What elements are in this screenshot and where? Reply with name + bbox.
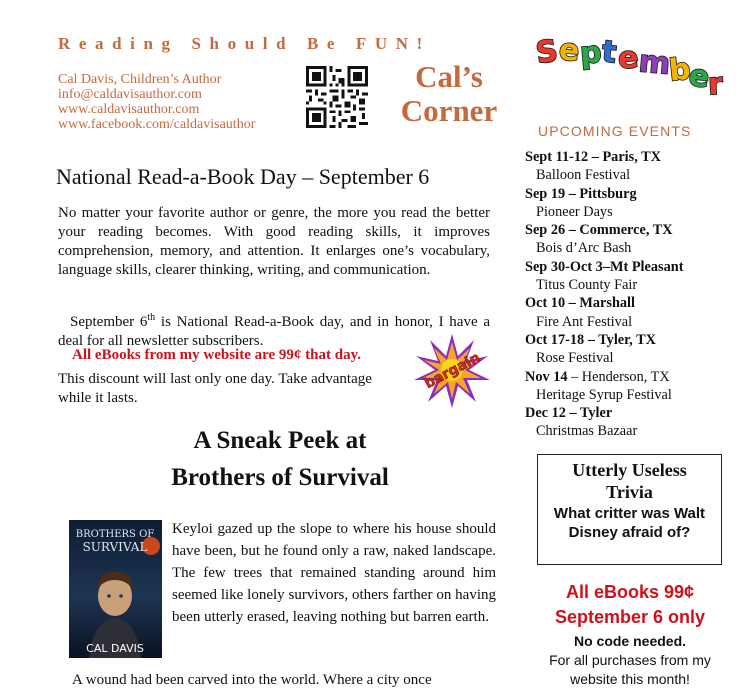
svg-text:b: b <box>667 51 693 89</box>
event-name: Bois d’Arc Bash <box>536 240 632 257</box>
bargain-badge-label: bargain <box>421 349 483 393</box>
svg-text:e: e <box>616 40 640 77</box>
event-separator: – <box>567 368 582 385</box>
author-contact-block <box>58 72 255 132</box>
bargain-starburst-icon <box>410 332 494 408</box>
event-separator: – <box>565 295 580 312</box>
svg-text:S: S <box>533 33 561 72</box>
event-item <box>525 404 745 441</box>
event-date-place <box>525 258 745 276</box>
svg-text:m: m <box>637 44 672 82</box>
book-excerpt: Keyloi gazed up the slope to where his house should have been, but he found only a raw, naked landscape. The few trees that remained standing around him seemed like lonely survivors, others farther on having been utterly erased, leaving nothing but barren earth. <box>172 521 496 625</box>
event-item <box>525 185 745 222</box>
event-date: Sep 30-Oct 3 <box>525 258 603 275</box>
heading-line-1: A Sneak Peek at <box>193 427 367 454</box>
event-separator: – <box>565 222 580 239</box>
event-separator: – <box>584 331 599 348</box>
trivia-title-line-1: Utterly Useless <box>572 460 687 480</box>
book-cover-image[interactable] <box>69 520 162 658</box>
event-date: Sep 19 <box>525 185 566 202</box>
event-separator: – <box>602 258 610 275</box>
heading-line-2: Brothers of Survival <box>171 464 389 491</box>
trivia-title-line-2: Trivia <box>606 482 653 502</box>
trivia-title <box>538 459 721 503</box>
newsletter-tagline: Reading Should Be FUN! <box>58 34 431 53</box>
ordinal-suffix: th <box>147 312 156 323</box>
event-name: Balloon Festival <box>536 167 631 184</box>
promo-block <box>540 580 720 689</box>
svg-text:r: r <box>707 66 724 103</box>
cover-author: CAL DAVIS <box>86 642 144 655</box>
event-item <box>525 258 745 295</box>
svg-text:p: p <box>578 34 604 72</box>
event-date: Oct 10 <box>525 295 566 312</box>
upcoming-events-title: UPCOMING EVENTS <box>538 123 692 139</box>
event-item <box>525 148 745 185</box>
event-date-place <box>525 404 745 422</box>
qr-code-icon[interactable] <box>306 66 368 128</box>
trivia-question: What critter was Walt Disney afraid of? <box>553 505 706 541</box>
cover-title-line-1: BROTHERS OF <box>75 529 155 540</box>
event-date: Nov 14 <box>525 368 568 385</box>
event-date-place <box>525 294 745 312</box>
event-date: Sep 26 <box>525 222 566 239</box>
brand-line-1: Cal’s <box>415 59 483 94</box>
event-item <box>525 331 745 368</box>
cover-title-line-2: SURVIVAL <box>82 540 148 554</box>
event-item <box>525 294 745 331</box>
author-facebook-link[interactable]: www.facebook.com/caldavisauthor <box>58 117 256 132</box>
event-name: Pioneer Days <box>536 203 613 220</box>
paragraph-continuation: is National Read-a-Book day, and in honor, I have a deal for all newsletter subscribers. <box>58 314 491 349</box>
event-separator: – <box>588 149 603 165</box>
cals-corner-title <box>384 60 514 128</box>
event-date-place <box>525 221 745 239</box>
sneak-peek-heading <box>120 422 440 496</box>
brand-line-2: Corner <box>400 93 498 128</box>
event-place: Henderson, TX <box>581 368 670 385</box>
events-list <box>525 148 745 441</box>
article-paragraph: No matter your favorite author or genre, the more you read the better your reading becomes. With good reading skills, it improves comprehension, memory, and attention. It enlarges one’s vocabulary, language skills, clearer thinking, writing, and communication. <box>58 205 490 278</box>
event-item <box>525 221 745 258</box>
svg-text:t: t <box>600 34 619 71</box>
event-name: Christmas Bazaar <box>536 423 638 440</box>
event-place: Tyler <box>579 405 613 422</box>
event-name: Rose Festival <box>536 350 614 367</box>
promo-no-code: No code needed. <box>573 633 687 649</box>
event-item <box>525 368 745 405</box>
september-logo <box>532 22 730 104</box>
event-name: Fire Ant Festival <box>536 313 633 330</box>
event-place: Marshall <box>579 295 636 312</box>
event-place: Commerce, TX <box>579 222 673 239</box>
deal-announcement: All eBooks from my website are 99¢ that day. <box>72 347 362 363</box>
book-excerpt-continued: A wound had been carved into the world. Where a city once <box>72 672 432 688</box>
event-place: Paris, TX <box>602 149 661 165</box>
event-separator: – <box>565 185 580 202</box>
trivia-box <box>537 454 722 565</box>
event-place: Tyler, TX <box>598 331 656 348</box>
event-date-place <box>525 185 745 203</box>
author-website-link[interactable]: www.caldavisauthor.com <box>58 102 200 117</box>
event-date-place <box>525 368 745 386</box>
event-place: Pittsburg <box>579 185 637 202</box>
event-name: Titus County Fair <box>536 277 638 294</box>
svg-text:e: e <box>557 32 581 69</box>
promo-note: For all purchases from my website this month! <box>549 652 711 687</box>
event-date-place <box>525 148 745 166</box>
event-place: Mt Pleasant <box>610 258 684 275</box>
event-date: Sept 11-12 <box>525 149 589 165</box>
author-name: Cal Davis, Children’s Author <box>58 72 222 87</box>
discount-note: This discount will last only one day. Take advantage while it lasts. <box>58 371 372 406</box>
svg-text:e: e <box>686 58 712 96</box>
event-date: Oct 17-18 <box>525 331 585 348</box>
article-title-read-a-book-day: National Read-a-Book Day – September 6 <box>56 164 430 189</box>
date-text: September 6 <box>70 314 148 330</box>
promo-date-line: September 6 only <box>554 607 706 627</box>
event-name: Heritage Syrup Festival <box>536 386 672 403</box>
event-separator: – <box>565 405 580 422</box>
promo-price-line: All eBooks 99¢ <box>565 582 695 602</box>
author-email-link[interactable]: info@caldavisauthor.com <box>58 87 202 102</box>
event-date-place <box>525 331 745 349</box>
event-date: Dec 12 <box>525 405 566 422</box>
